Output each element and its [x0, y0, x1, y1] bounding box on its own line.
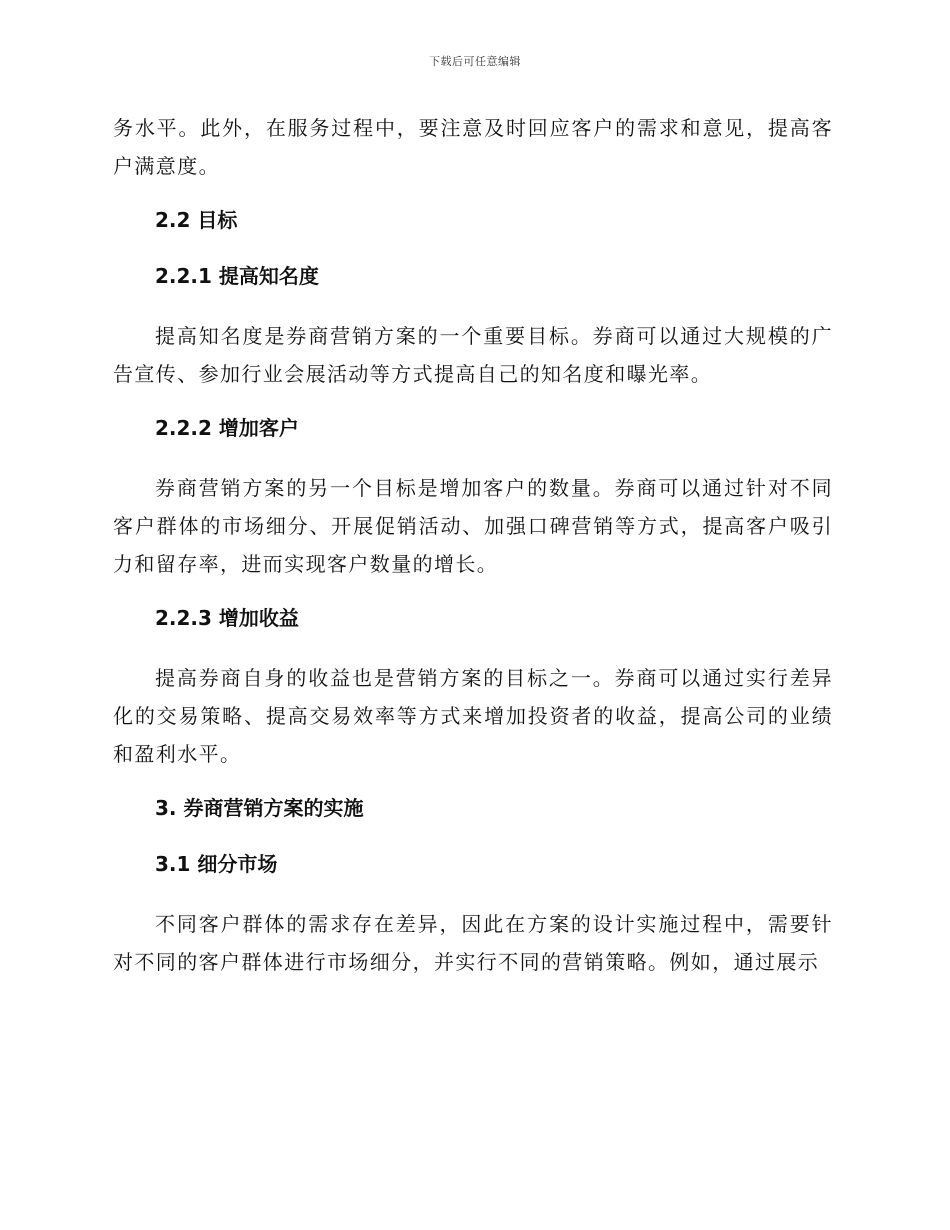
document-body: [113, 109, 833, 981]
paragraph-2-2-1: 提高知名度是券商营销方案的一个重要目标。券商可以通过大规模的广告宣传、参加行业会展活动等方式提高自己的知名度和曝光率。: [113, 324, 833, 386]
heading-2-2-1: 2.2.1 提高知名度: [155, 264, 319, 288]
page-header-note: 下载后可任意编辑: [429, 55, 521, 68]
paragraph-3-1: 不同客户群体的需求存在差异，因此在方案的设计实施过程中，需要针对不同的客户群体进行市场细分，并实行不同的营销策略。例如，通过展示: [113, 912, 833, 974]
heading-2-2-2: 2.2.2 增加客户: [155, 416, 299, 440]
heading-3-1: 3.1 细分市场: [155, 852, 278, 876]
paragraph-2-2-3: 提高券商自身的收益也是营销方案的目标之一。券商可以通过实行差异化的交易策略、提高交易效率等方式来增加投资者的收益，提高公司的业绩和盈利水平。: [113, 666, 833, 766]
paragraph-continuation: 务水平。此外，在服务过程中，要注意及时回应客户的需求和意见，提高客户满意度。: [113, 116, 833, 178]
heading-3: 3. 券商营销方案的实施: [155, 796, 364, 820]
heading-2-2-3: 2.2.3 增加收益: [155, 606, 299, 630]
paragraph-2-2-2: 券商营销方案的另一个目标是增加客户的数量。券商可以通过针对不同客户群体的市场细分、开展促销活动、加强口碑营销等方式，提高客户吸引力和留存率，进而实现客户数量的增长。: [113, 476, 833, 576]
heading-2-2: 2.2 目标: [155, 208, 238, 232]
